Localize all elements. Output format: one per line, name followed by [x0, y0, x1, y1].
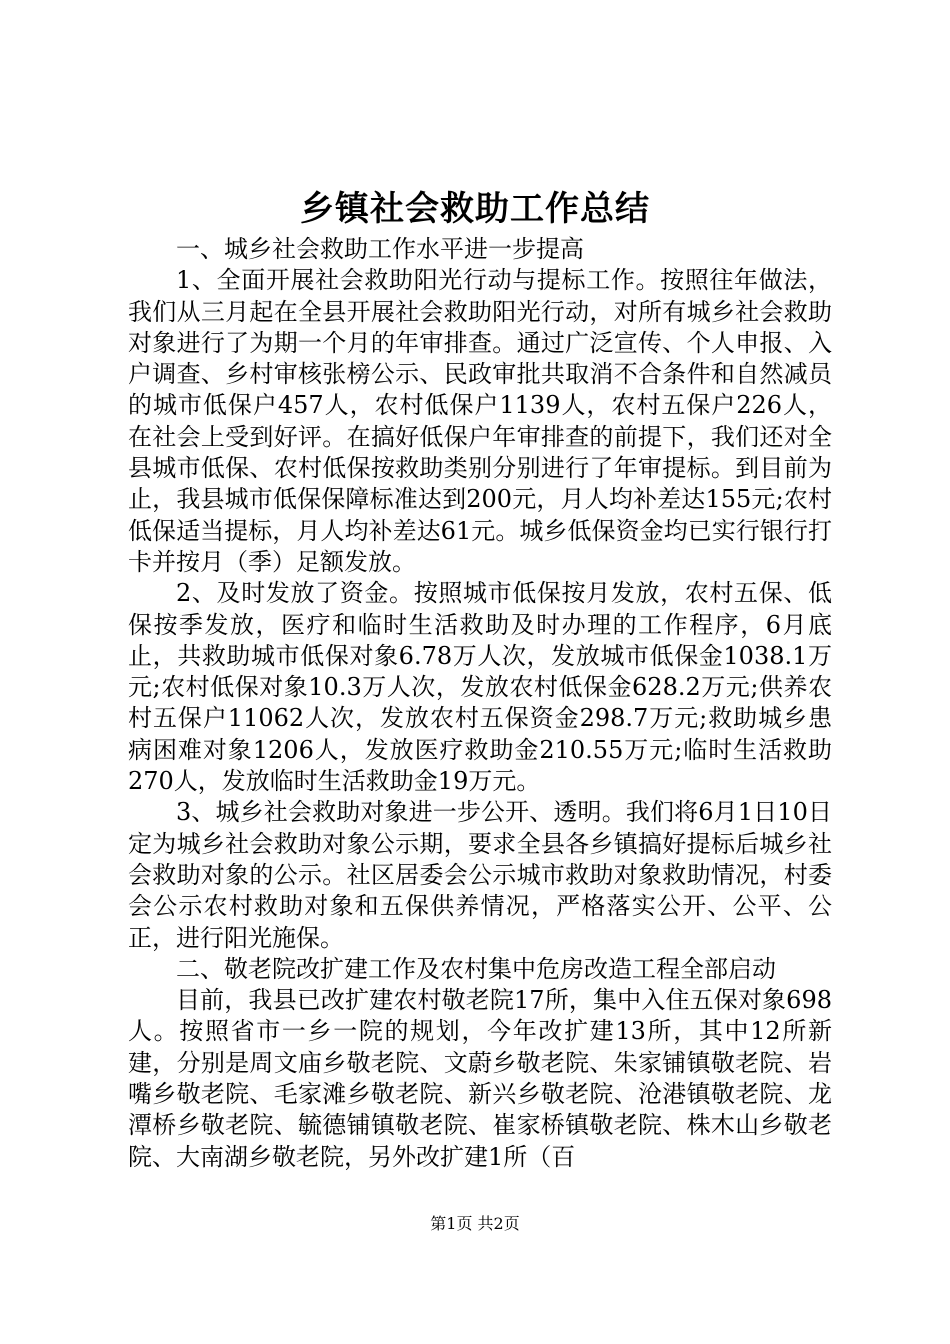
section-heading-1: 一、城乡社会救助工作水平进一步提高	[176, 235, 584, 263]
document-body	[128, 234, 832, 1173]
section-heading-2: 二、敬老院改扩建工作及农村集中危房改造工程全部启动	[176, 954, 776, 983]
page-number-footer: 第1页 共2页	[430, 1214, 520, 1233]
body-paragraph: 2、及时发放了资金。按照城市低保按月发放，农村五保、低保按季发放，医疗和临时生活救助及时办理的工作程序，6月底止，共救助城市低保对象6.78万人次，发放城市低保金1038.1万元;农村低保对象10.3万人次，发放农村低保金628.2万元;供养农村五保户11062人次，发放农村五保资金298.7万元;救助城乡患病困难对象1206人，发放医疗救助金210.55万元;临时生活救助270人，发放临时生活救助金19万元。	[128, 579, 832, 796]
body-paragraph: 目前，我县已改扩建农村敬老院17所，集中入住五保对象698人。按照省市一乡一院的规划，今年改扩建13所，其中12所新建，分别是周文庙乡敬老院、文蔚乡敬老院、朱家铺镇敬老院、岩嘴乡敬老院、毛家滩乡敬老院、新兴乡敬老院、沧港镇敬老院、龙潭桥乡敬老院、毓德铺镇敬老院、崔家桥镇敬老院、株木山乡敬老院、大南湖乡敬老院，另外改扩建1所（百	[128, 986, 832, 1171]
body-paragraph: 3、城乡社会救助对象进一步公开、透明。我们将6月1日10日定为城乡社会救助对象公示期，要求全县各乡镇搞好提标后城乡社会救助对象的公示。社区居委会公示城市救助对象救助情况，村委会公示农村救助对象和五保供养情况，严格落实公开、公平、公正，进行阳光施保。	[128, 798, 832, 952]
document-title: 乡镇社会救助工作总结	[300, 189, 650, 229]
body-paragraph: 1、全面开展社会救助阳光行动与提标工作。按照往年做法，我们从三月起在全县开展社会救助阳光行动，对所有城乡社会救助对象进行了为期一个月的年审排查。通过广泛宣传、个人申报、入户调查、乡村审核张榜公示、民政审批共取消不合条件和自然减员的城市低保户457人，农村低保户1139人，农村五保户226人，在社会上受到好评。在搞好低保户年审排查的前提下，我们还对全县城市低保、农村低保按救助类别分别进行了年审提标。到目前为止，我县城市低保保障标准达到200元，月人均补差达155元;农村低保适当提标，月人均补差达61元。城乡低保资金均已实行银行打卡并按月（季）足额发放。	[128, 266, 832, 576]
